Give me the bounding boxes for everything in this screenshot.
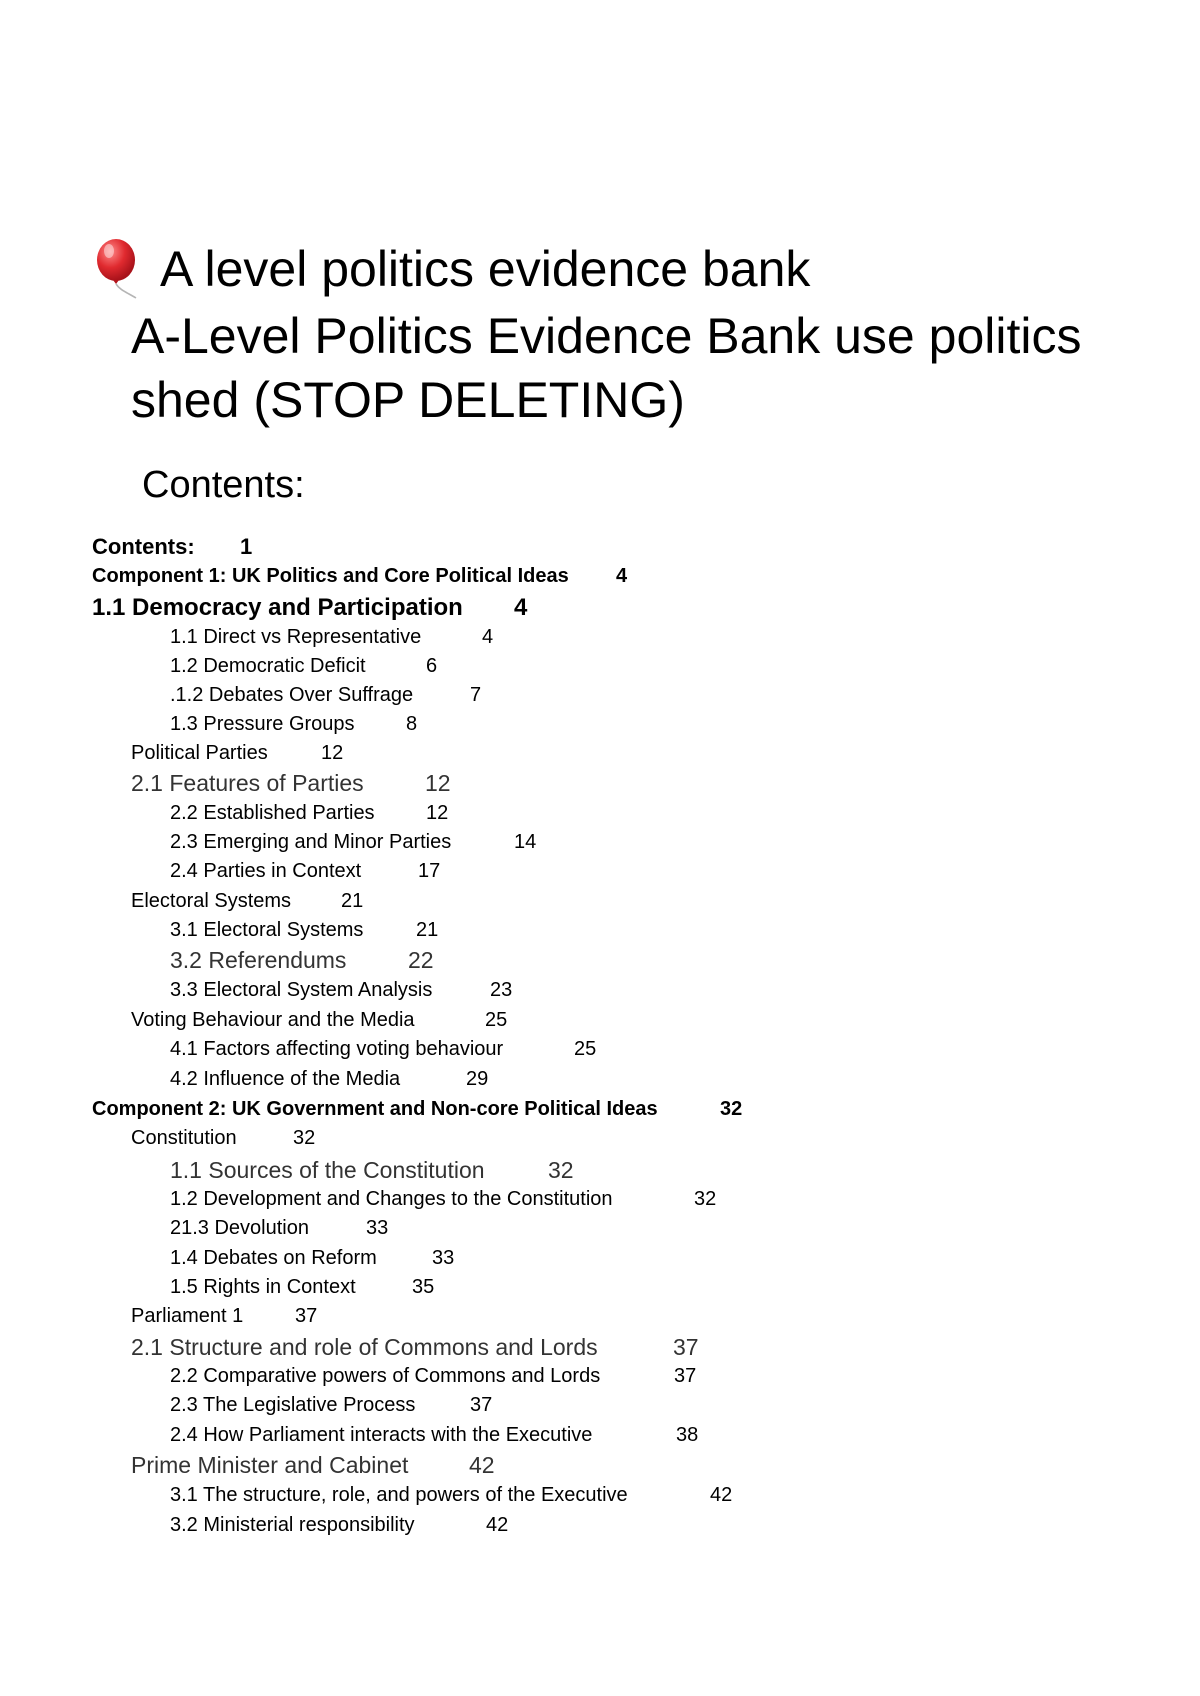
- toc-entry-page: 37: [673, 1334, 699, 1360]
- toc-entry-page: 12: [321, 742, 344, 764]
- toc-entry[interactable]: [131, 1009, 507, 1032]
- toc-entry[interactable]: [170, 626, 493, 649]
- toc-entry-page: 8: [406, 713, 418, 735]
- toc-entry-page: 23: [490, 979, 513, 1001]
- toc-entry[interactable]: [170, 1188, 716, 1211]
- toc-entry-page: 33: [432, 1247, 455, 1269]
- toc-entry[interactable]: [170, 1068, 488, 1091]
- toc-entry-label: Constitution: [131, 1127, 237, 1149]
- toc-entry-label: Component 2: UK Government and Non-core Political Ideas: [92, 1098, 658, 1120]
- toc-entry-label: Voting Behaviour and the Media: [131, 1009, 415, 1031]
- document-title-line: [92, 238, 810, 300]
- toc-entry[interactable]: [170, 1247, 454, 1270]
- toc-entry-page: 38: [676, 1424, 699, 1446]
- toc-entry-label: 1.1 Sources of the Constitution: [170, 1157, 485, 1183]
- toc-entry-label: 3.2 Ministerial responsibility: [170, 1514, 415, 1536]
- toc-entry-page: 37: [674, 1365, 697, 1387]
- toc-entry-page: 22: [408, 947, 434, 973]
- toc-entry[interactable]: [131, 770, 451, 797]
- toc-entry[interactable]: [170, 1514, 508, 1537]
- toc-entry-page: 4: [616, 565, 628, 587]
- toc-entry-label: 2.4 How Parliament interacts with the Executive: [170, 1424, 593, 1446]
- toc-entry[interactable]: [170, 713, 417, 736]
- toc-entry[interactable]: [170, 1217, 388, 1240]
- toc-entry-label: 2.3 The Legislative Process: [170, 1394, 416, 1416]
- toc-entry-label: 2.1 Structure and role of Commons and Lords: [131, 1334, 598, 1360]
- toc-entry[interactable]: [170, 802, 448, 825]
- toc-entry-page: 21: [416, 919, 439, 941]
- toc-entry-label: Component 1: UK Politics and Core Political Ideas: [92, 565, 569, 587]
- toc-entry-label: 2.2 Comparative powers of Commons and Lords: [170, 1365, 601, 1387]
- toc-entry-page: 32: [548, 1157, 574, 1183]
- toc-entry[interactable]: [170, 1424, 698, 1447]
- toc-entry-label: Prime Minister and Cabinet: [131, 1452, 409, 1478]
- toc-entry[interactable]: [131, 890, 363, 913]
- toc-entry[interactable]: [170, 1038, 596, 1061]
- toc-entry-label: 2.3 Emerging and Minor Parties: [170, 831, 452, 853]
- toc-entry-page: 12: [425, 770, 451, 796]
- toc-entry-label: 4.2 Influence of the Media: [170, 1068, 401, 1090]
- document-title: A level politics evidence bank: [160, 241, 811, 297]
- toc-entry[interactable]: [170, 655, 437, 678]
- toc-entry-label: 4.1 Factors affecting voting behaviour: [170, 1038, 504, 1060]
- toc-entry-page: 1: [240, 534, 253, 559]
- toc-entry[interactable]: [170, 1484, 732, 1507]
- toc-entry-label: 21.3 Devolution: [170, 1217, 309, 1239]
- toc-entry-label: 2.1 Features of Parties: [131, 770, 364, 796]
- toc-entry[interactable]: [170, 1394, 492, 1417]
- toc-entry-page: 37: [295, 1305, 318, 1327]
- toc-entry[interactable]: [131, 1127, 315, 1150]
- toc-entry-page: 29: [466, 1068, 489, 1090]
- toc-entry-label: 2.2 Established Parties: [170, 802, 375, 824]
- toc-entry-page: 12: [426, 802, 449, 824]
- toc-entry-label: Political Parties: [131, 742, 268, 764]
- toc-entry[interactable]: [170, 919, 438, 942]
- toc-entry[interactable]: [92, 534, 252, 560]
- toc-entry[interactable]: [170, 831, 536, 854]
- toc-entry-label: .1.2 Debates Over Suffrage: [170, 684, 414, 706]
- toc-entry-page: 42: [710, 1484, 733, 1506]
- toc-entry[interactable]: [170, 947, 434, 974]
- toc-entry[interactable]: [92, 594, 527, 622]
- toc-entry[interactable]: [131, 742, 343, 765]
- toc-entry-page: 7: [470, 684, 482, 706]
- toc-entry-label: 2.4 Parties in Context: [170, 860, 362, 882]
- toc-entry-page: 42: [469, 1452, 495, 1478]
- toc-entry-page: 17: [418, 860, 441, 882]
- toc-entry-label: 1.5 Rights in Context: [170, 1276, 356, 1298]
- contents-heading: Contents:: [142, 464, 305, 506]
- toc-entry-label: Electoral Systems: [131, 890, 292, 912]
- toc-entry-label: 1.3 Pressure Groups: [170, 713, 355, 735]
- toc-entry-label: 1.2 Development and Changes to the Constitution: [170, 1188, 613, 1210]
- toc-entry-page: 4: [482, 626, 494, 648]
- toc-entry-label: 1.1 Direct vs Representative: [170, 626, 422, 648]
- toc-entry[interactable]: [170, 1276, 434, 1299]
- toc-entry-page: 25: [485, 1009, 508, 1031]
- toc-entry-label: 1.1 Democracy and Participation: [92, 594, 463, 621]
- toc-entry-label: Parliament 1: [131, 1305, 244, 1327]
- toc-entry-page: 25: [574, 1038, 597, 1060]
- toc-entry-label: 3.1 Electoral Systems: [170, 919, 364, 941]
- toc-entry-label: 3.3 Electoral System Analysis: [170, 979, 433, 1001]
- balloon-icon: [92, 238, 148, 300]
- toc-entry-label: 1.2 Democratic Deficit: [170, 655, 366, 677]
- toc-entry[interactable]: [131, 1334, 699, 1361]
- toc-entry-label: 3.2 Referendums: [170, 947, 347, 973]
- toc-entry-page: 6: [426, 655, 438, 677]
- toc-entry-page: 32: [694, 1188, 717, 1210]
- toc-entry[interactable]: [170, 1365, 696, 1388]
- toc-entry-label: Contents:: [92, 534, 195, 559]
- toc-entry[interactable]: [170, 684, 481, 707]
- toc-entry-page: 37: [470, 1394, 493, 1416]
- toc-entry[interactable]: [131, 1305, 317, 1328]
- toc-entry[interactable]: [131, 1452, 495, 1479]
- document-subtitle: A-Level Politics Evidence Bank use politics shed (STOP DELETING): [131, 308, 1082, 428]
- toc-entry[interactable]: [92, 1098, 742, 1121]
- toc-entry-page: 21: [341, 890, 364, 912]
- toc-entry-label: 1.4 Debates on Reform: [170, 1247, 377, 1269]
- toc-entry[interactable]: [92, 565, 627, 588]
- toc-entry[interactable]: [170, 979, 512, 1002]
- toc-entry-page: 35: [412, 1276, 435, 1298]
- toc-entry-page: 32: [293, 1127, 316, 1149]
- toc-entry-page: 4: [514, 594, 528, 621]
- toc-entry-label: 3.1 The structure, role, and powers of the Executive: [170, 1484, 628, 1506]
- toc-entry-page: 33: [366, 1217, 389, 1239]
- toc-entry-page: 14: [514, 831, 537, 853]
- toc-entry-page: 32: [720, 1098, 743, 1120]
- toc-entry[interactable]: [170, 860, 440, 883]
- toc-entry-page: 42: [486, 1514, 509, 1536]
- toc-entry[interactable]: [170, 1157, 574, 1184]
